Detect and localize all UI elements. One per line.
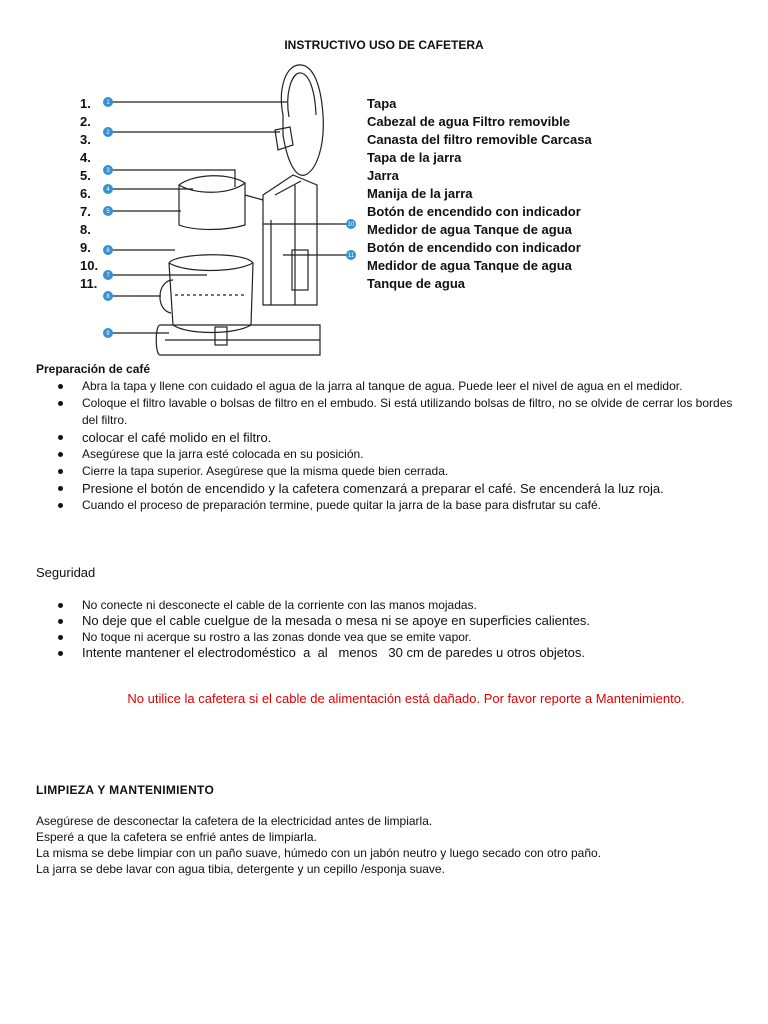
list-item: Coloque el filtro lavable o bolsas de filtro en el embudo. Si está utilizando bolsas de filtro, no se olvide de cerrar los bordes del filtro. bbox=[36, 395, 736, 429]
part-label: Tapa bbox=[367, 96, 397, 111]
part-number: 8. bbox=[80, 222, 91, 237]
callout-number: 2 bbox=[106, 130, 110, 136]
part-label: Cabezal de agua Filtro removible bbox=[367, 114, 570, 129]
part-label: Canasta del filtro removible Carcasa bbox=[367, 132, 592, 147]
list-item: colocar el café molido en el filtro. bbox=[36, 429, 736, 446]
cleaning-line: La misma se debe limpiar con un paño suave, húmedo con un jabón neutro y luego secado con otro paño. bbox=[36, 846, 602, 860]
part-label: Tanque de agua bbox=[367, 276, 465, 291]
list-item: Asegúrese que la jarra esté colocada en su posición. bbox=[36, 446, 736, 463]
part-number: 3. bbox=[80, 132, 91, 147]
document-title: INSTRUCTIVO USO DE CAFETERA bbox=[284, 38, 484, 52]
cleaning-line: La jarra se debe lavar con agua tibia, detergente y un cepillo /esponja suave. bbox=[36, 862, 445, 876]
cleaning-section bbox=[36, 813, 736, 877]
list-item: No toque ni acerque su rostro a las zonas donde vea que se emite vapor. bbox=[36, 629, 736, 645]
list-item: No deje que el cable cuelgue de la mesada o mesa ni se apoye en superficies calientes. bbox=[36, 613, 736, 629]
callout-number: 11 bbox=[347, 253, 355, 259]
list-item: Cierre la tapa superior. Asegúrese que la misma quede bien cerrada. bbox=[36, 463, 736, 480]
part-label: Botón de encendido con indicador bbox=[367, 204, 581, 219]
safety-list bbox=[36, 597, 736, 661]
part-label: Medidor de agua Tanque de agua bbox=[367, 222, 572, 237]
part-label: Jarra bbox=[367, 168, 399, 183]
damaged-cable-warning: No utilice la cafetera si el cable de alimentación está dañado. Por favor reporte a Mantenimiento. bbox=[127, 691, 685, 706]
preparation-section bbox=[36, 361, 736, 514]
part-number: 9. bbox=[80, 240, 91, 255]
cleaning-heading: LIMPIEZA Y MANTENIMIENTO bbox=[36, 783, 215, 797]
callout-number: 3 bbox=[106, 168, 110, 174]
callout-number: 5 bbox=[106, 209, 110, 215]
part-label: Medidor de agua Tanque de agua bbox=[367, 258, 572, 273]
callout-number: 9 bbox=[106, 331, 110, 337]
part-number: 11. bbox=[80, 276, 98, 291]
list-item: Presione el botón de encendido y la cafetera comenzará a preparar el café. Se encenderá la luz roja. bbox=[36, 480, 736, 497]
list-item: No conecte ni desconecte el cable de la corriente con las manos mojadas. bbox=[36, 597, 736, 613]
safety-section bbox=[36, 597, 736, 661]
callout-number: 8 bbox=[106, 294, 110, 300]
parts-labels bbox=[367, 95, 592, 293]
callout-number: 6 bbox=[106, 248, 110, 254]
part-number: 1. bbox=[80, 96, 91, 111]
callout-number: 4 bbox=[106, 187, 110, 193]
cleaning-line: Asegúrese de desconectar la cafetera de la electricidad antes de limpiarla. bbox=[36, 814, 433, 828]
callout-number: 7 bbox=[106, 273, 110, 279]
list-item: Intente mantener el electrodoméstico a al menos 30 cm de paredes u otros objetos. bbox=[36, 645, 736, 661]
part-number: 7. bbox=[80, 204, 91, 219]
preparation-heading: Preparación de café bbox=[36, 362, 151, 376]
coffee-maker-diagram bbox=[95, 55, 365, 360]
safety-heading: Seguridad bbox=[36, 565, 96, 580]
part-label: Manija de la jarra bbox=[367, 186, 473, 201]
list-item: Abra la tapa y llene con cuidado el agua de la jarra al tanque de agua. Puede leer el nivel de agua en el medidor. bbox=[36, 378, 736, 395]
part-number: 10. bbox=[80, 258, 99, 273]
part-label: Tapa de la jarra bbox=[367, 150, 462, 165]
callout-number: 10 bbox=[347, 222, 355, 228]
preparation-list bbox=[36, 378, 736, 514]
callout-number: 1 bbox=[106, 100, 110, 106]
part-number: 6. bbox=[80, 186, 91, 201]
part-number: 5. bbox=[80, 168, 91, 183]
list-item: Cuando el proceso de preparación termine, puede quitar la jarra de la base para disfrutar su café. bbox=[36, 497, 736, 514]
part-number: 2. bbox=[80, 114, 91, 129]
part-label: Botón de encendido con indicador bbox=[367, 240, 581, 255]
part-number: 4. bbox=[80, 150, 91, 165]
cleaning-line: Esperé a que la cafetera se enfrié antes de limpiarla. bbox=[36, 830, 317, 844]
